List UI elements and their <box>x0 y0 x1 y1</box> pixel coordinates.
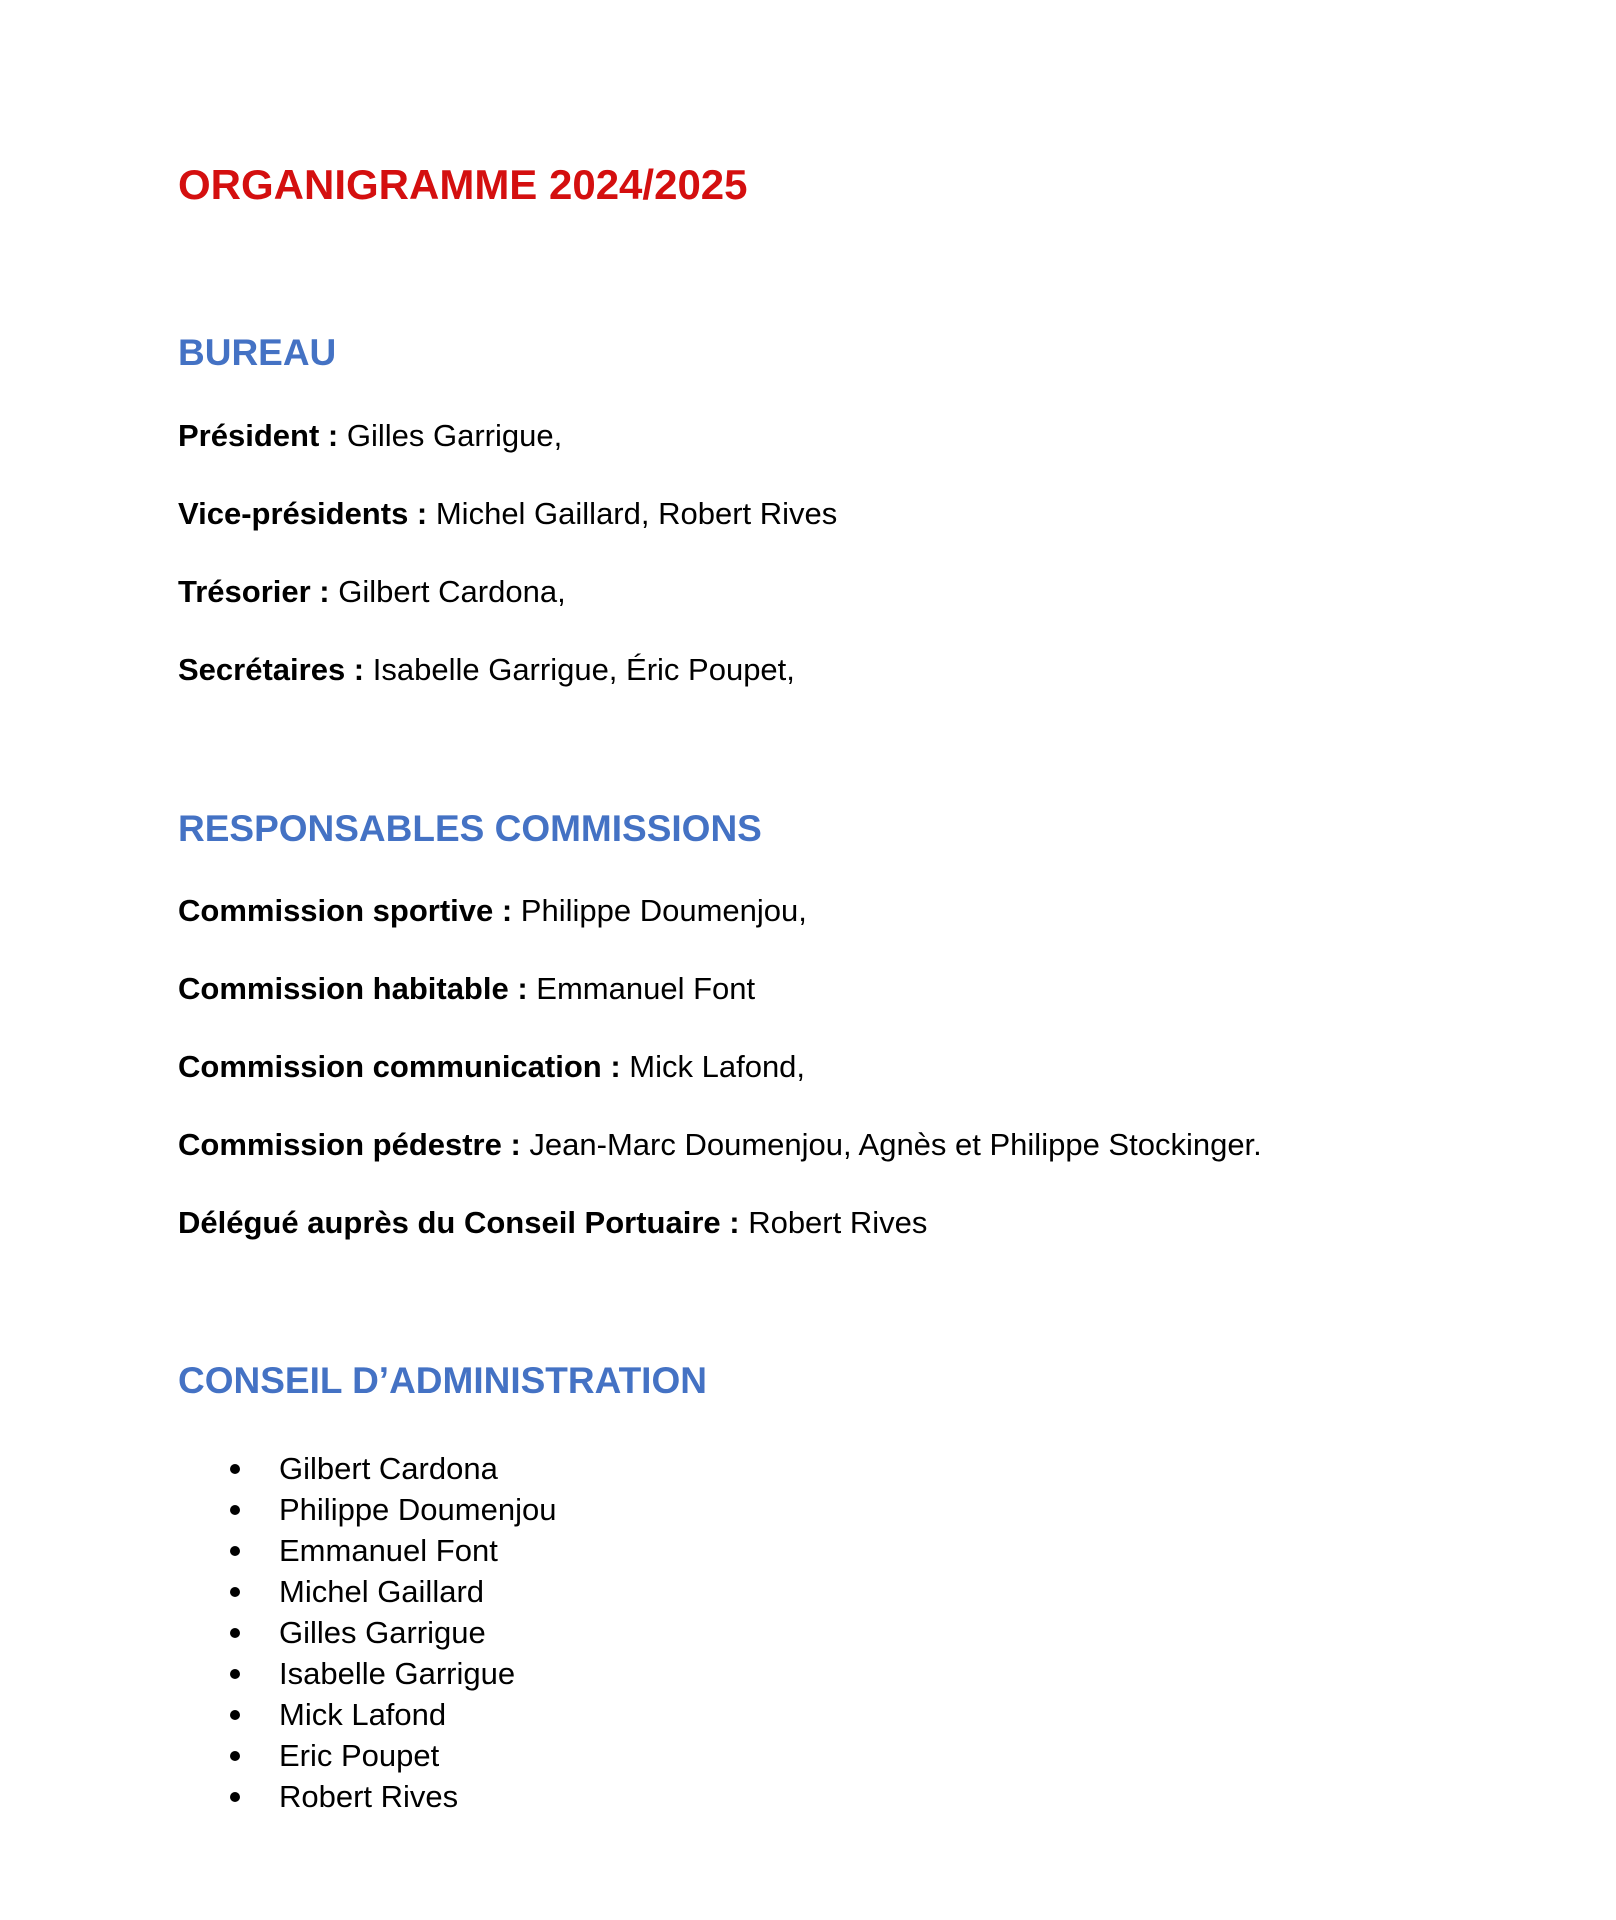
list-item <box>178 1776 556 1817</box>
bullet-icon <box>230 1587 240 1597</box>
member-name: Philippe Doumenjou <box>279 1492 557 1527</box>
role-line-delegue-conseil-portuaire <box>178 1207 927 1238</box>
role-names: Michel Gaillard, Robert Rives <box>427 496 838 531</box>
list-item <box>178 1612 556 1653</box>
role-names: Jean-Marc Doumenjou, Agnès et Philippe Stockinger. <box>520 1127 1262 1162</box>
member-name: Eric Poupet <box>279 1738 440 1773</box>
bullet-icon <box>230 1710 240 1720</box>
section-heading-bureau: BUREAU <box>178 332 337 373</box>
role-line-commission-habitable <box>178 973 755 1004</box>
role-label: Vice-présidents : <box>178 496 428 531</box>
bullet-icon <box>230 1546 240 1556</box>
section-heading-conseil: CONSEIL D’ADMINISTRATION <box>178 1360 707 1401</box>
role-names: Philippe Doumenjou, <box>512 893 807 928</box>
bullet-icon <box>230 1669 240 1679</box>
list-item <box>178 1448 556 1489</box>
role-label: Président : <box>178 418 339 453</box>
role-names: Emmanuel Font <box>527 971 756 1006</box>
list-item <box>178 1571 556 1612</box>
bullet-icon <box>230 1628 240 1638</box>
member-name: Isabelle Garrigue <box>279 1656 516 1691</box>
role-line-president <box>178 420 562 451</box>
role-names: Robert Rives <box>739 1205 928 1240</box>
member-name: Gilbert Cardona <box>279 1451 498 1486</box>
bullet-icon <box>230 1505 240 1515</box>
role-label: Délégué auprès du Conseil Portuaire : <box>178 1205 740 1240</box>
role-line-vice-presidents <box>178 498 837 529</box>
member-name: Gilles Garrigue <box>279 1615 486 1650</box>
role-label: Commission communication : <box>178 1049 621 1084</box>
bullet-icon <box>230 1792 240 1802</box>
list-item <box>178 1489 556 1530</box>
member-name: Mick Lafond <box>279 1697 447 1732</box>
list-item <box>178 1735 556 1776</box>
member-name: Robert Rives <box>279 1779 459 1814</box>
role-line-commission-sportive <box>178 895 807 926</box>
role-label: Commission pédestre : <box>178 1127 521 1162</box>
role-label: Commission habitable : <box>178 971 528 1006</box>
role-names: Isabelle Garrigue, Éric Poupet, <box>364 652 795 687</box>
conseil-member-list <box>178 1448 556 1817</box>
role-label: Trésorier : <box>178 574 330 609</box>
member-name: Emmanuel Font <box>279 1533 498 1568</box>
member-name: Michel Gaillard <box>279 1574 485 1609</box>
role-names: Gilles Garrigue, <box>338 418 563 453</box>
role-names: Mick Lafond, <box>620 1049 806 1084</box>
bullet-icon <box>230 1464 240 1474</box>
role-line-tresorier <box>178 576 566 607</box>
section-heading-commissions: RESPONSABLES COMMISSIONS <box>178 808 762 849</box>
list-item <box>178 1530 556 1571</box>
list-item <box>178 1653 556 1694</box>
role-label: Commission sportive : <box>178 893 513 928</box>
role-line-commission-pedestre <box>178 1129 1262 1160</box>
role-label: Secrétaires : <box>178 652 365 687</box>
role-line-commission-communication <box>178 1051 805 1082</box>
list-item <box>178 1694 556 1735</box>
role-line-secretaires <box>178 654 795 685</box>
bullet-icon <box>230 1751 240 1761</box>
document-title: ORGANIGRAMME 2024/2025 <box>178 161 748 208</box>
role-names: Gilbert Cardona, <box>329 574 566 609</box>
